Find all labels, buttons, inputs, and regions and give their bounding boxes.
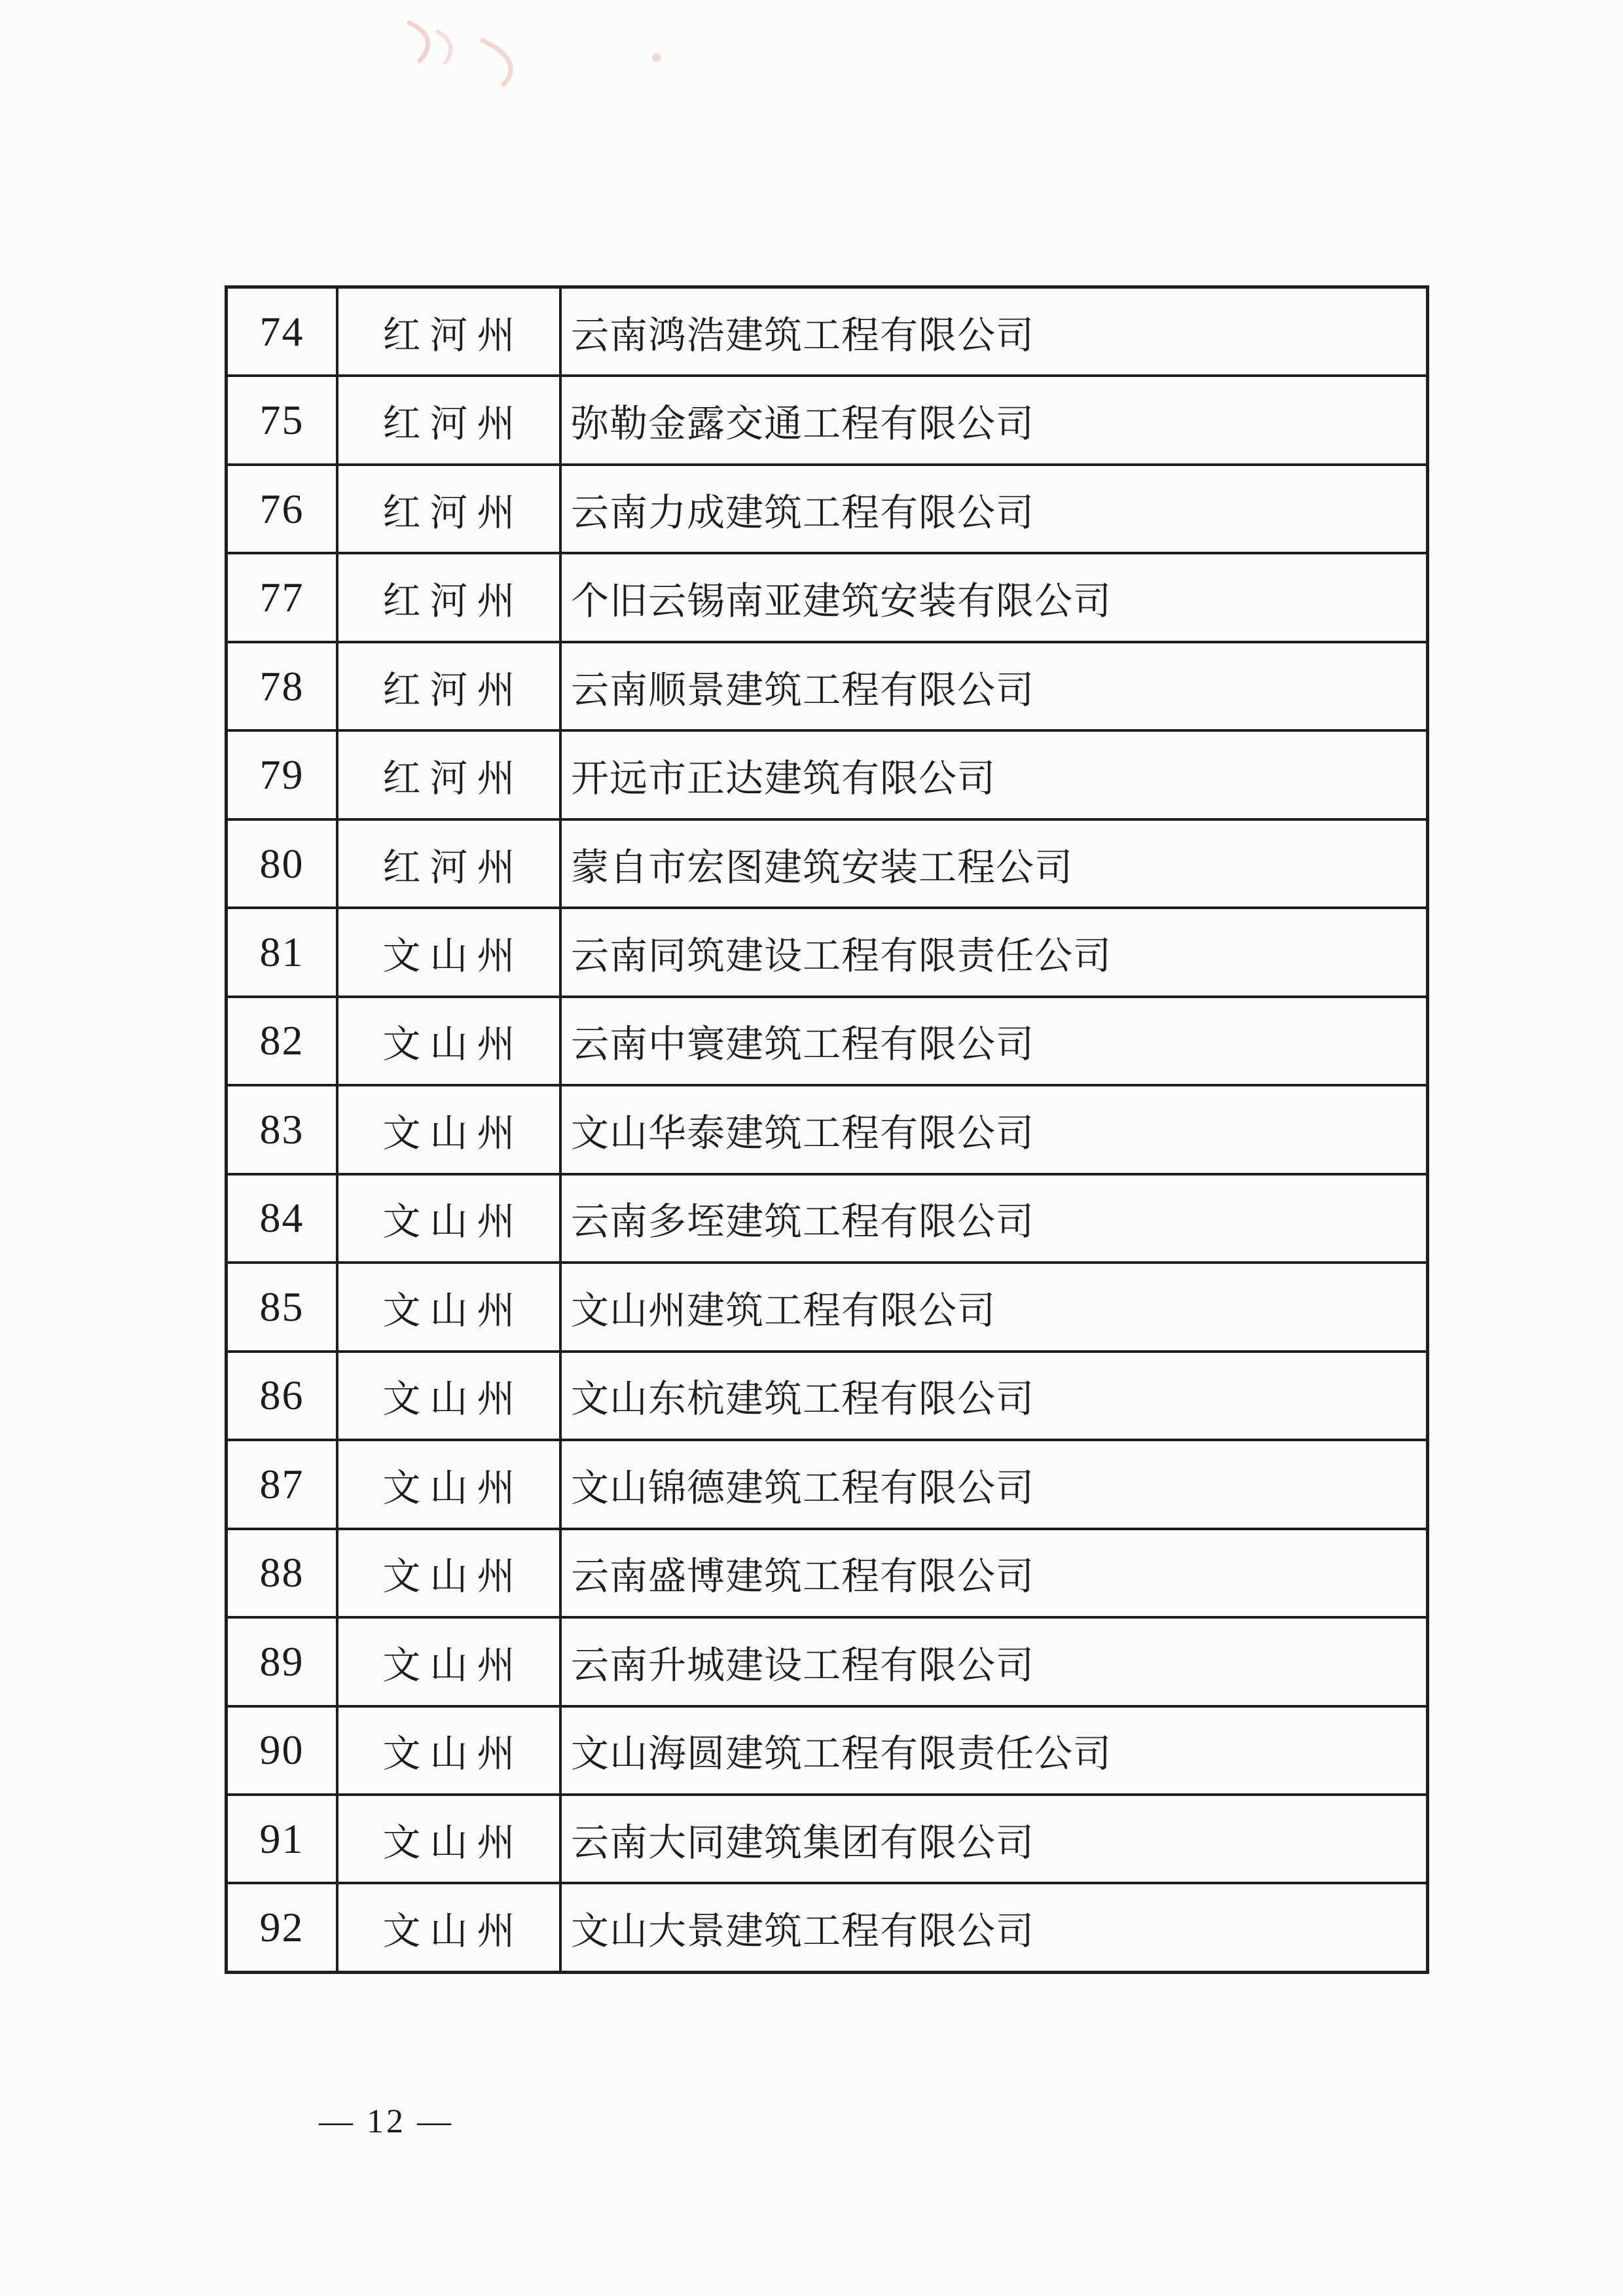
region-cell: 文山州: [338, 1086, 562, 1172]
company-name-cell: 文山华泰建筑工程有限公司: [571, 1111, 1035, 1155]
table-row: [228, 1175, 1426, 1264]
row-number-cell: 83: [228, 1086, 338, 1172]
row-number-cell: 88: [228, 1530, 338, 1616]
page-number: — 12 —: [319, 2103, 454, 2140]
row-number-cell: 78: [228, 643, 338, 729]
row-number-cell: 90: [228, 1708, 338, 1793]
company-name-cell: 云南多垤建筑工程有限公司: [571, 1200, 1035, 1244]
region-cell: 红河州: [338, 466, 562, 552]
row-number-cell: 89: [228, 1619, 338, 1704]
region-cell: 文山州: [338, 1353, 562, 1439]
company-name-cell: 云南盛博建筑工程有限公司: [571, 1555, 1035, 1598]
table-row: [228, 1619, 1426, 1707]
company-name-cell: 蒙自市宏图建筑安装工程公司: [571, 846, 1074, 889]
table-row: [228, 466, 1426, 554]
table-row: [228, 377, 1426, 465]
company-name-cell: 开远市正达建筑有限公司: [571, 757, 996, 800]
company-name-cell: 云南中寰建筑工程有限公司: [571, 1023, 1035, 1066]
table-row: [228, 289, 1426, 377]
row-number-cell: 80: [228, 821, 338, 906]
table-row: [228, 1353, 1426, 1441]
table-row: [228, 554, 1426, 643]
table-row: [228, 1796, 1426, 1884]
company-name-cell: 云南升城建设工程有限公司: [571, 1643, 1035, 1687]
region-cell: 文山州: [338, 1708, 562, 1793]
region-cell: 红河州: [338, 821, 562, 906]
table-row: [228, 909, 1426, 997]
table-row: [228, 643, 1426, 732]
region-cell: 文山州: [338, 1441, 562, 1527]
company-name-cell: 文山大景建筑工程有限公司: [571, 1910, 1035, 1953]
region-cell: 文山州: [338, 1796, 562, 1882]
company-name-cell: 云南大同建筑集团有限公司: [571, 1821, 1035, 1864]
row-number-cell: 82: [228, 998, 338, 1084]
region-cell: 文山州: [338, 1264, 562, 1350]
region-cell: 文山州: [338, 998, 562, 1084]
region-cell: 红河州: [338, 377, 562, 463]
region-cell: 文山州: [338, 1884, 562, 1970]
company-name-cell: 文山东杭建筑工程有限公司: [571, 1378, 1035, 1421]
row-number-cell: 85: [228, 1264, 338, 1350]
company-table: [225, 285, 1429, 1974]
company-name-cell: 云南同筑建设工程有限责任公司: [571, 935, 1112, 978]
table-row: [228, 821, 1426, 909]
region-cell: 红河州: [338, 732, 562, 817]
row-number-cell: 87: [228, 1441, 338, 1527]
row-number-cell: 76: [228, 466, 338, 552]
region-cell: 文山州: [338, 1619, 562, 1704]
company-name-cell: 弥勒金露交通工程有限公司: [571, 403, 1035, 446]
company-name-cell: 云南鸿浩建筑工程有限公司: [571, 314, 1035, 357]
red-scan-artifact-marks: [0, 0, 1623, 209]
row-number-cell: 86: [228, 1353, 338, 1439]
table-row: [228, 1884, 1426, 1970]
region-cell: 文山州: [338, 909, 562, 995]
table-row: [228, 1530, 1426, 1619]
company-name-cell: 文山海圆建筑工程有限责任公司: [571, 1732, 1112, 1776]
company-name-cell: 个旧云锡南亚建筑安装有限公司: [571, 580, 1112, 623]
company-name-cell: 文山州建筑工程有限公司: [571, 1289, 996, 1332]
table-row: [228, 1708, 1426, 1796]
row-number-cell: 84: [228, 1175, 338, 1261]
table-row: [228, 1086, 1426, 1175]
row-number-cell: 74: [228, 289, 338, 374]
company-name-cell: 云南力成建筑工程有限公司: [571, 491, 1035, 534]
region-cell: 红河州: [338, 554, 562, 640]
company-name-cell: 云南顺景建筑工程有限公司: [571, 668, 1035, 711]
region-cell: 红河州: [338, 643, 562, 729]
table-row: [228, 1441, 1426, 1530]
row-number-cell: 92: [228, 1884, 338, 1970]
table-row: [228, 1264, 1426, 1352]
row-number-cell: 91: [228, 1796, 338, 1882]
region-cell: 文山州: [338, 1530, 562, 1616]
region-cell: 红河州: [338, 289, 562, 374]
table-row: [228, 998, 1426, 1086]
row-number-cell: 81: [228, 909, 338, 995]
region-cell: 文山州: [338, 1175, 562, 1261]
company-name-cell: 文山锦德建筑工程有限公司: [571, 1466, 1035, 1509]
row-number-cell: 75: [228, 377, 338, 463]
row-number-cell: 77: [228, 554, 338, 640]
table-row: [228, 732, 1426, 820]
row-number-cell: 79: [228, 732, 338, 817]
